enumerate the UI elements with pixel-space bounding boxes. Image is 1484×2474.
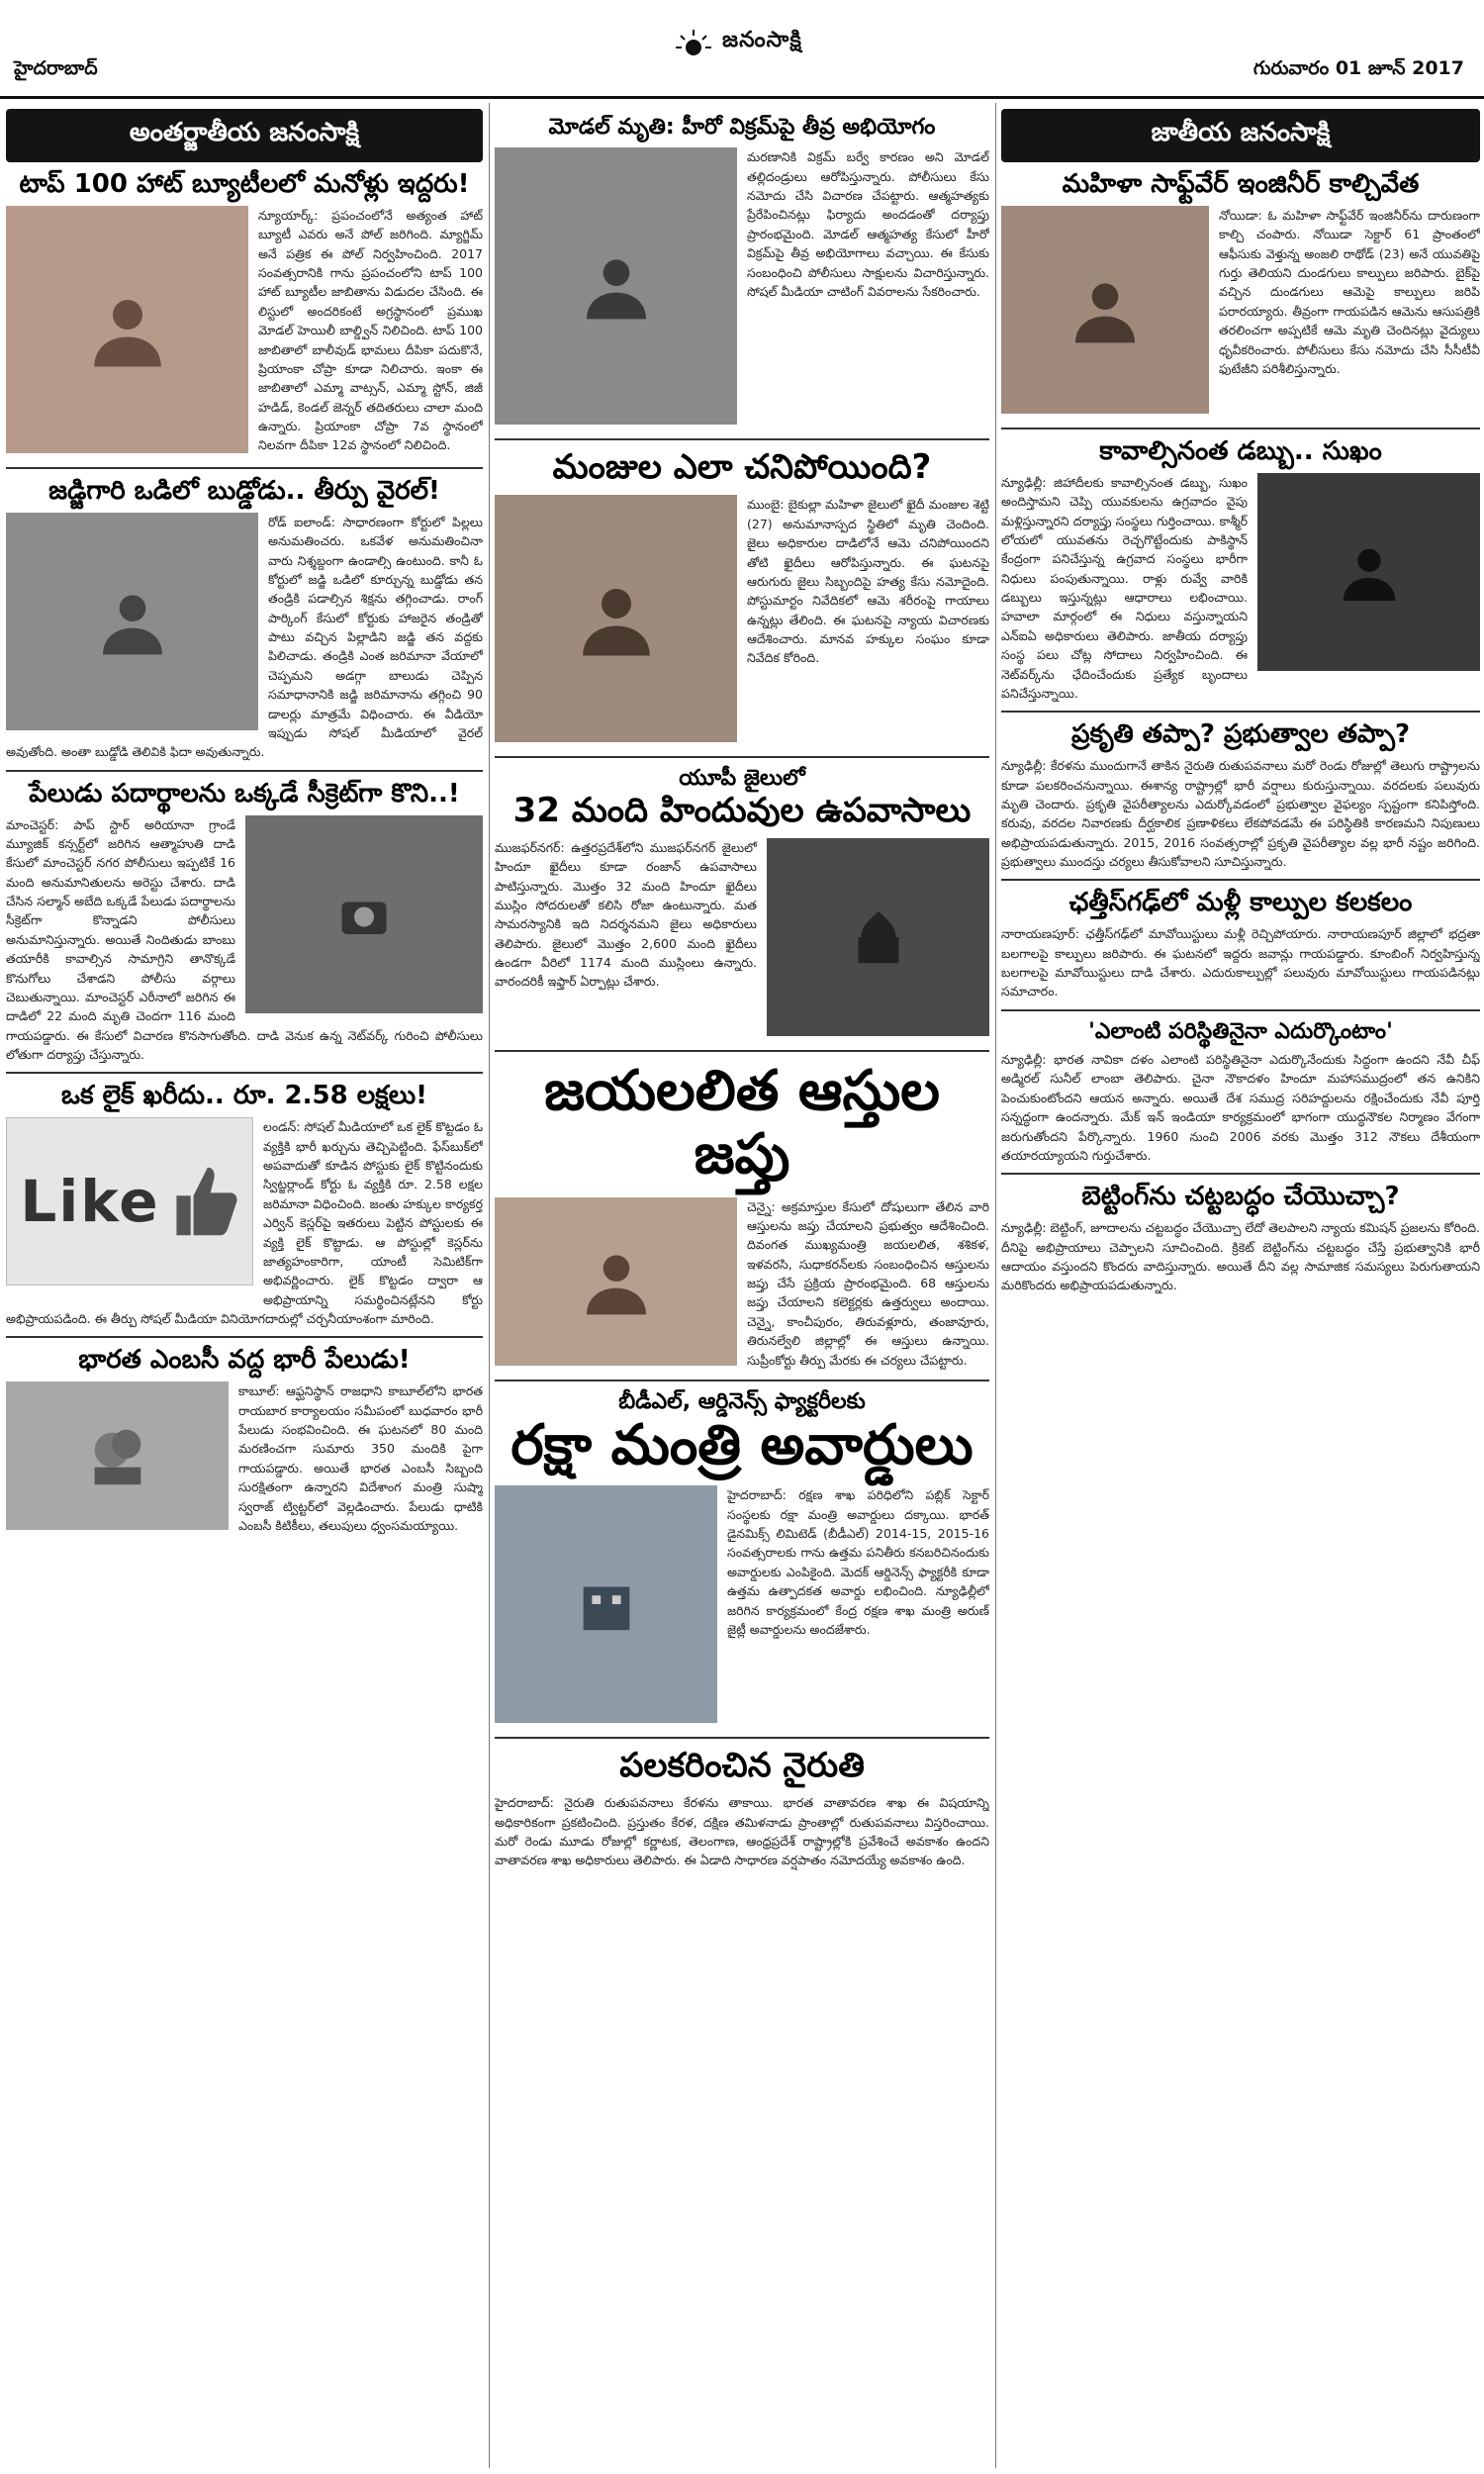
story-noida-shooting [1001,170,1480,420]
divider [495,1380,989,1381]
story-body: న్యూఢిల్లీ: జిహాదీలకు కావాల్సినంత డబ్బు, సుఖం అందిస్తామని చెప్పి యువకులను ఉగ్రవాదం వైపు మళ్లిస్తున్నారని దర్యాప్తు సంస్థలు గుర్తించాయి. కాశ్మీర్ లోయలో యువతను రెచ్చగొట్టేందుకు పాకిస్థాన్ కేంద్రంగా పనిచేస్తున్న ఉగ్రవాద సంస్థలు భారీగా నిధులు పంపుతున్నాయి. రాళ్లు రువ్వే వారికి డబ్బులు ఇస్తున్నట్లు ఆధారాలు లభించాయి. హవాలా మార్గంలో ఈ నిధులు వస్తున్నాయని ఎన్‌ఐఏ అధికారులు తెలిపారు. జాతీయ దర్యాప్తు సంస్థ పలు చోట్ల సోదాలు నిర్వహించింది. ఈ నెట్‌వర్క్‌ను ఛేదించేందుకు ప్రత్యేక బృందాలు పనిచేస్తున్నాయి. [1001,474,1248,701]
headline: ఛత్తీస్‌గఢ్‌లో మళ్లీ కాల్పుల కలకలం [1068,888,1413,918]
divider [495,1050,989,1052]
story-body: రోడ్ ఐలాండ్: సాధారణంగా కోర్టులో పిల్లలు అనుమతించరు. ఒకవేళ అనుమతించినా వారు నిశ్శబ్దంగా ఉండాల్సి ఉంటుంది. కానీ ఓ కోర్టులో జడ్జి ఒడిలో కూర్చున్న బుడ్డోడు తన తండ్రికి పడాల్సిన శిక్షను తగ్గించాడు. రాంగ్ పార్కింగ్ కేసులో కోర్టుకు హాజరైన తండ్రితో పాటు వచ్చిన పిల్లాడిని జడ్జి తన వద్దకు పిలిచాడు. తండ్రికి ఎంత జరిమానా వేయాలో చెప్పమని అడగ్గా బాలుడు చెప్పిన సమాధానానికి జడ్జి జరిమానాను తగ్గించి 90 డాలర్లు మాత్రమే విధించారు. ఈ వీడియో ఇప్పుడు సోషల్ మీడియాలో వైరల్ అవుతోంది. అంతా బుడ్డోడి తెలివికి ఫిదా అవుతున్నారు. [6,514,483,760]
story-body: న్యూఢిల్లీ: కేరళను ముందుగానే తాకిన నైరుతి రుతుపవనాలు మరో రెండు రోజుల్లో తెలుగు రాష్ట్రాలను కూడా పలకరించనున్నాయి. ఈశాన్య రాష్ట్రాల్లో భారీ వర్షాలు కురుస్తున్నాయి. వరదలకు పలువురు మృతి చెందారు. ప్రకృతి వైపరీత్యాలను ఎదుర్కోవడంలో ప్రభుత్వాల వైఫల్యం స్పష్టంగా కనిపిస్తోంది. కరువు, వరదల నివారణకు దీర్ఘకాలిక ప్రణాళికలు లేకపోవడమే ఈ పరిస్థితికి కారణమని నిపుణులు అభిప్రాయపడుతున్నారు. 2015, 2016 సంవత్సరాల్లో ప్రకృతి వైపరీత్యాల వల్ల భారీ నష్టం జరిగింది. ప్రభుత్వాలు ముందస్తు చర్యలు తీసుకోవాలని సూచిస్తున్నారు. [1001,758,1480,870]
headline: రక్షా మంత్రి అవార్డులు [510,1412,974,1477]
masthead [0,0,1484,99]
story-hot-beauties [6,170,483,459]
column-divider [489,103,490,2468]
story-body: లండన్: సోషల్ మీడియాలో ఒక లైక్ కొట్టడం ఓ వ్యక్తికి భారీ ఖర్చును తెచ్చిపెట్టింది. ఫేస్‌బుక్‌లో అపవాదుతో కూడిన పోస్టుకు లైక్ కొట్టినందుకు స్విట్జర్లాండ్ కోర్టు ఓ వ్యక్తికి రూ. 2.58 లక్షల జరిమానా విధించింది. జంతు హక్కుల కార్యకర్త ఎర్విన్ కెస్లర్‌పై ఇతరులు పెట్టిన పోస్టులకు ఈ వ్యక్తి లైక్ కొట్టాడు. ఆ పోస్టుల్లో కెస్లర్‌ను జాత్యహంకారిగా, యాంటీ సెమిటిక్‌గా అభివర్ణించారు. లైక్ కొట్టడం ద్వారా ఆ అభిప్రాయాన్ని సమర్థించినట్లేనని కోర్టు అభిప్రాయపడింది. ఈ తీర్పు సోషల్ మీడియా వినియోగదారుల్లో చర్చనీయాంశంగా మారింది. [6,1119,483,1327]
story-monsoon [495,1747,989,1870]
like-label: Like [20,1168,160,1236]
photo-kabul-blast [6,1381,229,1530]
like-graphic [6,1117,253,1285]
masked-figure-icon [1335,537,1404,607]
story-defence-awards [495,1389,989,1730]
story-up-jail [495,766,989,1041]
photo-prayer [767,838,989,1036]
photo-model-car [495,147,737,425]
portrait-icon [572,574,661,663]
headline: బెట్టింగ్‌ను చట్టబద్ధం చేయొచ్చా? [1081,1182,1400,1212]
story-betting [1001,1183,1480,1294]
camera-icon [334,885,394,944]
headline: 'ఎలాంటి పరిస్థితినైనా ఎదుర్కొంటాం' [1088,1018,1393,1044]
headline: మంజుల ఎలా చనిపోయింది? [552,447,932,488]
divider [1001,879,1480,881]
story-body: హైదరాబాద్: రక్షణ శాఖ పరిధిలోని పబ్లిక్ సెక్టార్ సంస్థలకు రక్షా మంత్రి అవార్డులు దక్కాయి. భారత్ డైనమిక్స్ లిమిటెడ్ (బీడీఎల్) 2014-15, 2015-16 సంవత్సరాలకు గాను ఉత్తమ పనితీరు కనబరిచినందుకు అవార్డులకు ఎంపికైంది. మెదక్ ఆర్డినెన్స్ ఫ్యాక్టరీకి కూడా ఉత్తమ ఉత్పాదకత అవార్డు లభించింది. న్యూఢిల్లీలో జరిగిన కార్యక్రమంలో కేంద్ర రక్షణ శాఖ మంత్రి అరుణ్ జైట్లీ అవార్డులను అందజేశారు. [727,1487,989,1637]
headline: టాప్ 100 హాట్ బ్యూటీలలో మనోళ్లు ఇద్దరు! [19,169,470,199]
divider [495,1737,989,1739]
story-body: ముంబై: బైకుల్లా మహిళా జైలులో ఖైదీ మంజుల శెట్టి (27) అనుమానాస్పద స్థితిలో మృతి చెందింది. జైలు అధికారుల దాడిలోనే ఆమె చనిపోయిందని తోటి ఖైదీలు ఆరోపిస్తున్నారు. ఈ ఘటనపై ఆరుగురు జైలు సిబ్బందిపై హత్య కేసు నమోదైంది. పోస్టుమార్టం నివేదికలో ఆమె శరీరంపై గాయాలు ఉన్నట్లు తేలింది. ఈ ఘటనపై న్యాయ విచారణకు ఆదేశించారు. మానవ హక్కుల సంఘం కూడా నివేదిక కోరింది. [747,497,989,666]
divider [6,1336,483,1338]
divider [1001,1173,1480,1175]
story-body: న్యూయార్క్: ప్రపంచంలోనే అత్యంత హాట్ బ్యూటీ ఎవరు అనే పోల్ జరిగింది. మ్యాగ్జిమ్ అనే పత్రిక ఈ పోల్ నిర్వహించింది. 2017 సంవత్సరానికి గాను ప్రపంచంలోని టాప్ 100 హాట్ బ్యూటీల జాబితాను విడుదల చేసింది. ఈ లిస్టులో అందరికంటే అగ్రస్థానంలో ప్రముఖ మోడల్ హెయిలీ బాల్డ్విన్ నిలిచింది. టాప్ 100 జాబితాలో బాలీవుడ్ భామలు దీపికా పదుకొనే, ప్రియాంకా చోప్రా కూడా నిలిచారు. ఇంకా ఈ జాబితాలో ఎమ్మా వాట్సన్, ఎమ్మా స్టోన్, జిజీ హడిడ్, కెండల్ జెన్నర్ తదితరులు చాలా మంది ఉన్నారు. ప్రియాంకా చోప్రా 7వ స్థానంలో నిలవగా దీపికా 12వ స్థానంలో నిలిచింది. [258,207,483,453]
mosque-icon [844,903,913,972]
story-nature-or-govt [1001,720,1480,871]
divider [495,756,989,758]
headline: కావాల్సినంత డబ్బు.. సుఖం [1099,435,1382,466]
story-body: నోయిడా: ఓ మహిళా సాఫ్ట్‌వేర్ ఇంజినీర్‌ను దారుణంగా కాల్చి చంపారు. నోయిడా సెక్టార్ 61 ప్రాంతంలో ఆఫీసుకు వెళ్తున్న అంజలి రాథోడ్ (23) అనే యువతిపై గుర్తు తెలియని దుండగులు కాల్పులు జరిపారు. బైక్‌పై వచ్చిన దుండగులు ఆమెపై కాల్పులు జరిపి పరారయ్యారు. తీవ్రంగా గాయపడిన ఆమెను ఆసుపత్రికి తరలించగా అప్పటికే ఆమె మృతి చెందినట్లు వైద్యులు ధృవీకరించారు. పోలీసులు కేసు నమోదు చేసి సీసీటీవీ ఫుటేజీని పరిశీలిస్తున్నారు. [1219,207,1480,376]
portrait-icon [1066,270,1145,349]
story-body: కాబూల్: ఆఫ్ఘనిస్థాన్ రాజధాని కాబూల్‌లోని భారత రాయబార కార్యాలయం సమీపంలో బుధవారం భారీ పేలుడు సంభవించింది. ఈ ఘటనలో 80 మంది మరణించగా సుమారు 350 మందికి పైగా గాయపడ్డారు. అయితే భారత ఎంబసీ సిబ్బంది సురక్షితంగా ఉన్నారని విదేశాంగ మంత్రి సుష్మా స్వరాజ్ ట్విట్టర్‌లో వెల్లడించారు. పేలుడు ధాటికి ఎంబసీ కిటికీలు, తలుపులు ధ్వంసమయ్యాయి. [238,1383,483,1533]
divider [1001,428,1480,429]
photo-militants [1257,473,1480,671]
story-body: ముజఫర్‌నగర్: ఉత్తరప్రదేశ్‌లోని ముజఫర్‌నగర్ జైలులో హిందూ ఖైదీలు కూడా రంజాన్ ఉపవాసాలు పాటిస్తున్నారు. మొత్తం 32 మంది హిందూ ఖైదీలు ముస్లిం సోదరులతో కలిసి రోజా ఉంటున్నారు. మత సామరస్యానికి ఇది నిదర్శనమని జైలు అధికారులు తెలిపారు. జైలులో మొత్తం 2,600 మంది ఖైదీలు ఉండగా వీరిలో 1174 మంది ముస్లింలు ఉన్నారు. వారందరికీ ఇఫ్తార్ ఏర్పాట్లు చేశారు. [495,839,757,990]
middle-column [495,103,989,2468]
photo-manjula [495,495,737,742]
headline: జడ్జిగారి ఒడిలో బుడ్డోడు.. తీర్పు వైరల్! [48,475,440,506]
headline: మహిళా సాఫ్ట్‌వేర్ ఇంజినీర్ కాల్చివేత [1062,169,1420,199]
divider [6,467,483,469]
story-model-death [495,115,989,430]
sun-logo-icon [673,26,714,59]
story-body: న్యూఢిల్లీ: బెట్టింగ్, జూదాలను చట్టబద్ధం చేయొచ్చా లేదో తెలపాలని న్యాయ కమిషన్ ప్రజలను కోరింది. దీనిపై అభిప్రాయాలు చెప్పాలని సూచించింది. క్రికెట్ బెట్టింగ్‌ను చట్టబద్ధం చేస్తే ప్రభుత్వానికి భారీ ఆదాయం వస్తుందని కొందరు వాదిస్తున్నారు. అయితే దీని వల్ల సామాజిక సమస్యలు పెరుగుతాయని మరికొందరు అభిప్రాయపడుతున్నారు. [1001,1220,1480,1293]
divider [6,1072,483,1074]
story-body: నారాయణపూర్: ఛత్తీస్‌గఢ్‌లో మావోయిస్టులు మళ్లీ రెచ్చిపోయారు. నారాయణపూర్ జిల్లాలో భద్రతా బలగాలపై కాల్పులు జరిపారు. ఈ ఘటనలో ఇద్దరు జవాన్లు గాయపడ్డారు. కూంబింగ్ నిర్వహిస్తున్న బలగాలపై మావోయిస్టులు దాడి చేశారు. ఎదురుకాల్పుల్లో పలువురు మావోయిస్టులు గాయపడినట్లు సమాచారం. [1001,926,1480,999]
date-label: గురువారం 01 జూన్ 2017 [1252,57,1464,79]
section-title-international: అంతర్జాతీయ జనంసాక్షి [6,109,483,162]
story-like-fine [6,1082,483,1328]
paper-logo [673,22,871,63]
section-title-national: జాతీయ జనంసాక్షి [1001,109,1480,162]
story-body: మాంచెస్టర్: పాప్ స్టార్ అరియానా గ్రాండే మ్యూజిక్ కన్సర్ట్‌లో జరిగిన ఆత్మాహుతి దాడి కేసులో మాంచెస్టర్ నగర పోలీసులు ఇప్పటికే 16 మంది అనుమానితులను అరెస్టు చేశారు. దాడి చేసిన సల్మాన్ అబేది ఒక్కడే పేలుడు పదార్థాలను సీక్రెట్‌గా కొన్నాడని పోలీసులు అనుమానిస్తున్నారు. అయితే నిందితుడు బాంబు తయారీకి కావాల్సిన సామాగ్రిని తానొక్కడే కొనుగోలు చేశాడని పోలీసు వర్గాలు చెబుతున్నాయి. మాంచెస్టర్ ఎరీనాలో జరిగిన ఈ దాడిలో 22 మంది మృతి చెందగా 116 మంది గాయపడ్డారు. ఈ కేసులో విచారణ కొనసాగుతోంది. దాడి వెనుక ఉన్న నెట్‌వర్క్ గురించి పోలీసులు లోతుగా దర్యాప్తు చేస్తున్నారు. [6,816,483,1063]
headline: 32 మంది హిందువుల ఉపవాసాలు [512,790,972,830]
city-label: హైదరాబాద్ [14,57,98,79]
photo-judge-boy [6,513,258,730]
photo-actresses [6,206,248,453]
headline: భారత ఎంబసీ వద్ద భారీ పేలుడు! [78,1345,411,1376]
photo-bharat-factory [495,1485,717,1723]
headline: మోడల్ మృతి: హీరో విక్రమ్‌పై తీవ్ర అభియోగం [548,115,936,140]
story-chhattisgarh [1001,889,1480,1000]
portrait-icon [577,1242,656,1321]
photo-jayalalitha-sasikala [495,1197,737,1366]
national-column [1001,103,1480,2468]
story-body: మరణానికి విక్రమ్ బర్వే కారణం అని మోడల్ తల్లిదండ్రులు ఆరోపిస్తున్నారు. పోలీసులు కేసు నమోదు చేసి విచారణ చేపట్టారు. ఆత్మహత్యకు ప్రేరేపించినట్లు ఫిర్యాదు అందడంతో దర్యాప్తు ప్రారంభమైంది. మోడల్ ఆత్మహత్య కేసులో హీరో విక్రమ్‌పై తీవ్ర అభియోగాలు వచ్చాయి. ఈ కేసుకు సంబంధించి పోలీసులు సాక్షులను విచారిస్తున్నారు. సోషల్ మీడియా చాటింగ్ వివరాలను సేకరించారు. [747,149,989,299]
story-body: చెన్నై: అక్రమాస్తుల కేసులో దోషులుగా తేలిన వారి ఆస్తులను జప్తు చేయాలని ప్రభుత్వం ఆదేశించింది. దివంగత ముఖ్యమంత్రి జయలలిత, శశికళ, ఇళవరసి, సుధాకరన్‌లకు సంబంధించిన ఆస్తులను జప్తు చేసే ప్రక్రియ ప్రారంభమైంది. 68 ఆస్తులను జప్తు చేయాలని కలెక్టర్లకు ఉత్తర్వులు అందాయి. చెన్నై, కాంచీపురం, తిరువళ్లూరు, తంజావూరు, తిరునల్వేలి జిల్లాల్లో ఈ ఆస్తులు ఉన్నాయి. సుప్రీంకోర్టు తీర్పు మేరకు ఈ చర్యలు చేపట్టారు. [747,1198,989,1368]
divider [1001,711,1480,713]
divider [1001,1009,1480,1011]
portrait-icon [93,582,172,661]
international-column [6,103,483,2468]
divider [495,438,989,440]
story-navy [1001,1019,1480,1166]
headline: పలకరించిన నైరుతి [619,1746,865,1786]
story-jihadi-funds [1001,437,1480,703]
photo-engineer [1001,206,1209,414]
kicker: బీడీఎల్, ఆర్డినెన్స్ ఫ్యాక్టరీలకు [618,1388,866,1414]
divider [6,770,483,772]
photo-manchester [245,815,483,1013]
thumbs-up-icon [170,1162,239,1241]
story-body: హైదరాబాద్: నైరుతి రుతుపవనాలు కేరళను తాకాయి. భారత వాతావరణ శాఖ ఈ విషయాన్ని అధికారికంగా ప్రకటించింది. ప్రస్తుతం కేరళ, దక్షిణ తమిళనాడు ప్రాంతాల్లో రుతుపవనాలు విస్తరించాయి. మరో రెండు మూడు రోజుల్లో కర్ణాటక, తెలంగాణ, ఆంధ్రప్రదేశ్ రాష్ట్రాల్లోకి ప్రవేశించే అవకాశం ఉందని వాతావరణ శాఖ అధికారులు తెలిపారు. ఈ ఏడాది సాధారణ వర్షపాతం నమోదయ్యే అవకాశం ఉంది. [495,1795,989,1868]
story-jayalalitha [495,1060,989,1372]
building-icon [572,1570,641,1639]
headline: పేలుడు పదార్థాలను ఒక్కడే సీక్రెట్‌గా కొని..! [29,778,460,809]
story-judge-viral [6,477,483,762]
story-body: న్యూఢిల్లీ: భారత నావికా దళం ఎలాంటి పరిస్థితినైనా ఎదుర్కొనేందుకు సిద్ధంగా ఉందని నేవీ చీఫ్ అడ్మిరల్ సునీల్ లాంబా తెలిపారు. చైనా నౌకాదళం హిందూ మహాసముద్రంలో తన ఉనికిని పెంచుకుంటోందని ఆయన అన్నారు. అయితే దేశ సముద్ర సరిహద్దులను రక్షించేందుకు నేవీ పూర్తి సన్నద్ధంగా ఉందన్నారు. మేక్ ఇన్ ఇండియా కార్యక్రమంలో భాగంగా యుద్ధనౌకల నిర్మాణం వేగంగా జరుగుతోందని పేర్కొన్నారు. 1960 నుంచి 2006 వరకు మొత్తం 312 నౌకలు దేశీయంగా తయారయ్యాయని గుర్తుచేశారు. [1001,1052,1480,1163]
kicker: యూపీ జైలులో [679,766,805,792]
paper-name: జనంసాక్షి [722,28,802,52]
headline: జయలలిత ఆస్తుల జప్తు [544,1058,940,1188]
portrait-icon [577,246,656,326]
story-manjula [495,448,989,748]
headline: ఒక లైక్ ఖరీదు.. రూ. 2.58 లక్షలు! [60,1081,428,1111]
headline: ప్రకృతి తప్పా? ప్రభుత్వాల తప్పా? [1070,719,1411,750]
story-kabul-blast [6,1346,483,1536]
smoke-icon [83,1421,152,1490]
portrait-icon [83,285,172,374]
story-manchester [6,780,483,1065]
column-divider [995,103,996,2468]
